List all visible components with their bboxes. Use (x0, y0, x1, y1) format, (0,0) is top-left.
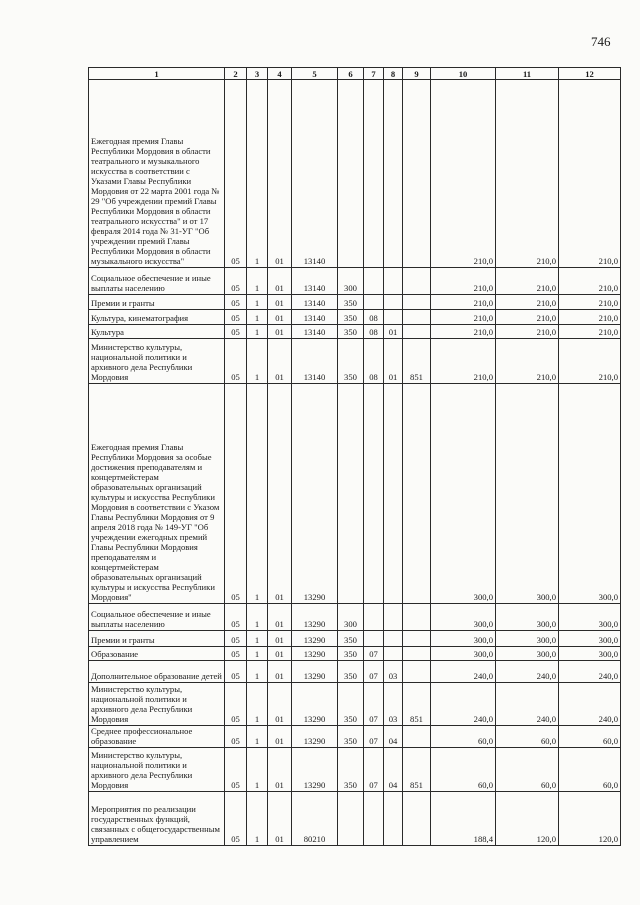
cell-code-4: 01 (268, 339, 292, 384)
cell-code-8: 03 (384, 683, 403, 726)
column-header: 1 (89, 68, 225, 80)
cell-amount-11: 210,0 (496, 268, 559, 295)
cell-code-6 (338, 384, 364, 604)
cell-code-8 (384, 384, 403, 604)
cell-code-9 (403, 647, 431, 661)
cell-amount-12: 210,0 (559, 80, 621, 268)
cell-amount-10: 60,0 (431, 726, 496, 748)
cell-code-5: 80210 (292, 792, 338, 846)
column-header: 8 (384, 68, 403, 80)
cell-code-2: 05 (225, 631, 247, 647)
column-header: 4 (268, 68, 292, 80)
row-name: Социальное обеспечение и иные выплаты населению (89, 268, 225, 295)
cell-code-3: 1 (247, 604, 268, 631)
cell-code-2: 05 (225, 384, 247, 604)
cell-code-3: 1 (247, 310, 268, 325)
cell-code-2: 05 (225, 268, 247, 295)
cell-amount-10: 188,4 (431, 792, 496, 846)
cell-code-3: 1 (247, 631, 268, 647)
column-header: 12 (559, 68, 621, 80)
cell-amount-10: 240,0 (431, 661, 496, 683)
row-name: Премии и гранты (89, 295, 225, 310)
table-row (89, 310, 621, 325)
cell-code-5: 13290 (292, 647, 338, 661)
cell-code-9 (403, 631, 431, 647)
row-name: Среднее профессиональное образование (89, 726, 225, 748)
cell-amount-10: 210,0 (431, 268, 496, 295)
cell-code-7 (364, 604, 384, 631)
cell-amount-10: 300,0 (431, 631, 496, 647)
cell-code-3: 1 (247, 325, 268, 339)
cell-code-6 (338, 80, 364, 268)
cell-code-5: 13290 (292, 604, 338, 631)
column-header: 2 (225, 68, 247, 80)
cell-code-8: 04 (384, 748, 403, 792)
cell-code-4: 01 (268, 748, 292, 792)
cell-code-6: 350 (338, 647, 364, 661)
cell-code-3: 1 (247, 647, 268, 661)
cell-amount-12: 210,0 (559, 325, 621, 339)
row-name: Ежегодная премия Главы Республики Мордовия в области театрального и музыкального искусства в соответствии с Указами Главы Республики Мордовия от 22 марта 2001 года № 29 "Об учреждении премий Главы Республики Мордовия в области театрального искусства" и от 17 февраля 2014 года № 31-УГ "Об учреждении премий Главы Республики Мордовия в области музыкального искусства" (89, 80, 225, 268)
cell-code-6 (338, 792, 364, 846)
cell-code-7: 08 (364, 339, 384, 384)
cell-code-9 (403, 80, 431, 268)
cell-code-2: 05 (225, 792, 247, 846)
cell-amount-11: 210,0 (496, 339, 559, 384)
cell-code-6: 300 (338, 268, 364, 295)
cell-code-8 (384, 792, 403, 846)
cell-code-8: 03 (384, 661, 403, 683)
row-name: Образование (89, 647, 225, 661)
cell-code-8 (384, 647, 403, 661)
cell-code-8 (384, 295, 403, 310)
table-row (89, 661, 621, 683)
cell-code-3: 1 (247, 339, 268, 384)
row-name: Премии и гранты (89, 631, 225, 647)
cell-code-3: 1 (247, 268, 268, 295)
column-header: 7 (364, 68, 384, 80)
cell-code-9 (403, 792, 431, 846)
cell-code-2: 05 (225, 726, 247, 748)
cell-code-2: 05 (225, 339, 247, 384)
cell-amount-10: 210,0 (431, 295, 496, 310)
cell-amount-11: 300,0 (496, 631, 559, 647)
cell-code-7: 07 (364, 748, 384, 792)
table-row (89, 792, 621, 846)
cell-code-4: 01 (268, 647, 292, 661)
cell-code-9 (403, 726, 431, 748)
cell-code-4: 01 (268, 295, 292, 310)
cell-amount-11: 300,0 (496, 604, 559, 631)
cell-amount-11: 300,0 (496, 647, 559, 661)
cell-amount-11: 240,0 (496, 683, 559, 726)
cell-amount-11: 210,0 (496, 295, 559, 310)
cell-code-4: 01 (268, 631, 292, 647)
cell-code-4: 01 (268, 384, 292, 604)
table-row (89, 339, 621, 384)
cell-code-2: 05 (225, 661, 247, 683)
cell-amount-10: 210,0 (431, 80, 496, 268)
cell-code-6: 350 (338, 661, 364, 683)
cell-code-3: 1 (247, 748, 268, 792)
cell-code-2: 05 (225, 748, 247, 792)
table-row (89, 647, 621, 661)
table-row (89, 748, 621, 792)
cell-code-2: 05 (225, 683, 247, 726)
row-name: Министерство культуры, национальной политики и архивного дела Республики Мордовия (89, 683, 225, 726)
cell-code-6: 350 (338, 310, 364, 325)
row-name: Мероприятия по реализации государственных функций, связанных с общегосударственным управлением (89, 792, 225, 846)
cell-amount-12: 120,0 (559, 792, 621, 846)
column-header: 5 (292, 68, 338, 80)
cell-code-3: 1 (247, 661, 268, 683)
column-header: 3 (247, 68, 268, 80)
cell-code-9: 851 (403, 339, 431, 384)
cell-amount-11: 60,0 (496, 748, 559, 792)
cell-code-8: 04 (384, 726, 403, 748)
cell-code-7: 07 (364, 647, 384, 661)
cell-amount-12: 300,0 (559, 647, 621, 661)
cell-amount-10: 240,0 (431, 683, 496, 726)
cell-code-5: 13290 (292, 631, 338, 647)
cell-code-9: 851 (403, 683, 431, 726)
cell-code-4: 01 (268, 268, 292, 295)
cell-code-8: 01 (384, 325, 403, 339)
table-row (89, 80, 621, 268)
cell-amount-10: 300,0 (431, 604, 496, 631)
cell-code-6: 350 (338, 683, 364, 726)
column-header: 10 (431, 68, 496, 80)
cell-code-4: 01 (268, 604, 292, 631)
cell-code-8 (384, 604, 403, 631)
cell-code-4: 01 (268, 310, 292, 325)
cell-amount-12: 300,0 (559, 604, 621, 631)
row-name: Культура (89, 325, 225, 339)
cell-code-6: 350 (338, 325, 364, 339)
cell-amount-12: 210,0 (559, 295, 621, 310)
cell-code-5: 13290 (292, 683, 338, 726)
cell-code-4: 01 (268, 80, 292, 268)
cell-amount-11: 120,0 (496, 792, 559, 846)
table-row (89, 295, 621, 310)
cell-amount-11: 210,0 (496, 325, 559, 339)
cell-amount-12: 210,0 (559, 268, 621, 295)
cell-code-8 (384, 268, 403, 295)
cell-code-5: 13140 (292, 295, 338, 310)
cell-code-2: 05 (225, 310, 247, 325)
cell-code-6: 350 (338, 631, 364, 647)
cell-code-2: 05 (225, 325, 247, 339)
cell-code-4: 01 (268, 726, 292, 748)
cell-code-9 (403, 661, 431, 683)
row-name: Социальное обеспечение и иные выплаты населению (89, 604, 225, 631)
row-name: Министерство культуры, национальной политики и архивного дела Республики Мордовия (89, 748, 225, 792)
cell-amount-11: 60,0 (496, 726, 559, 748)
table-row (89, 631, 621, 647)
cell-code-5: 13140 (292, 339, 338, 384)
cell-code-7 (364, 384, 384, 604)
table-row (89, 604, 621, 631)
cell-amount-12: 60,0 (559, 726, 621, 748)
cell-code-6: 350 (338, 726, 364, 748)
cell-code-5: 13290 (292, 661, 338, 683)
cell-code-7 (364, 631, 384, 647)
cell-amount-10: 300,0 (431, 647, 496, 661)
cell-code-3: 1 (247, 726, 268, 748)
cell-code-5: 13140 (292, 80, 338, 268)
row-name: Дополнительное образование детей (89, 661, 225, 683)
cell-code-9 (403, 268, 431, 295)
cell-code-3: 1 (247, 295, 268, 310)
column-header: 11 (496, 68, 559, 80)
cell-code-2: 05 (225, 647, 247, 661)
cell-code-7: 07 (364, 683, 384, 726)
cell-code-2: 05 (225, 295, 247, 310)
table-row (89, 325, 621, 339)
cell-amount-11: 210,0 (496, 310, 559, 325)
cell-code-9 (403, 325, 431, 339)
cell-amount-11: 210,0 (496, 80, 559, 268)
cell-code-8: 01 (384, 339, 403, 384)
table-row (89, 268, 621, 295)
cell-code-5: 13140 (292, 310, 338, 325)
cell-code-6: 350 (338, 295, 364, 310)
cell-amount-12: 240,0 (559, 683, 621, 726)
cell-amount-10: 210,0 (431, 339, 496, 384)
cell-code-7 (364, 295, 384, 310)
cell-code-3: 1 (247, 384, 268, 604)
table-row (89, 726, 621, 748)
cell-code-9 (403, 295, 431, 310)
column-header: 9 (403, 68, 431, 80)
row-name: Ежегодная премия Главы Республики Мордовия за особые достижения преподавателям и концертмейстерам образовательных организаций культуры и искусства Республики Мордовия в соответствии с Указом Главы Республики Мордовия от 9 апреля 2018 года № 149-УГ "Об учреждении ежегодных премий Главы Республики Мордовия преподавателям и концертмейстерам образовательных организаций культуры и искусства Республики Мордовия" (89, 384, 225, 604)
row-name: Культура, кинематография (89, 310, 225, 325)
cell-code-5: 13140 (292, 268, 338, 295)
row-name: Министерство культуры, национальной политики и архивного дела Республики Мордовия (89, 339, 225, 384)
cell-code-4: 01 (268, 792, 292, 846)
cell-code-7: 07 (364, 661, 384, 683)
cell-code-6: 350 (338, 339, 364, 384)
table-row (89, 683, 621, 726)
cell-code-9: 851 (403, 748, 431, 792)
cell-code-2: 05 (225, 80, 247, 268)
cell-amount-12: 210,0 (559, 339, 621, 384)
cell-code-9 (403, 604, 431, 631)
cell-code-7: 08 (364, 310, 384, 325)
cell-code-7 (364, 268, 384, 295)
cell-code-7 (364, 80, 384, 268)
cell-amount-11: 300,0 (496, 384, 559, 604)
cell-code-2: 05 (225, 604, 247, 631)
cell-code-4: 01 (268, 661, 292, 683)
cell-code-4: 01 (268, 325, 292, 339)
cell-amount-11: 240,0 (496, 661, 559, 683)
cell-code-7: 08 (364, 325, 384, 339)
budget-table (88, 67, 621, 846)
cell-code-6: 350 (338, 748, 364, 792)
cell-code-7 (364, 792, 384, 846)
column-header: 6 (338, 68, 364, 80)
cell-code-8 (384, 631, 403, 647)
cell-code-9 (403, 310, 431, 325)
cell-amount-12: 300,0 (559, 631, 621, 647)
cell-code-6: 300 (338, 604, 364, 631)
cell-code-3: 1 (247, 792, 268, 846)
cell-amount-12: 210,0 (559, 310, 621, 325)
cell-amount-10: 300,0 (431, 384, 496, 604)
cell-code-8 (384, 310, 403, 325)
cell-code-9 (403, 384, 431, 604)
header-row (89, 68, 621, 80)
cell-amount-10: 210,0 (431, 310, 496, 325)
cell-code-8 (384, 80, 403, 268)
cell-code-3: 1 (247, 683, 268, 726)
cell-code-5: 13140 (292, 325, 338, 339)
cell-amount-10: 60,0 (431, 748, 496, 792)
cell-amount-12: 240,0 (559, 661, 621, 683)
page-number: 746 (591, 34, 611, 49)
cell-amount-12: 60,0 (559, 748, 621, 792)
cell-code-5: 13290 (292, 748, 338, 792)
cell-code-5: 13290 (292, 726, 338, 748)
cell-code-4: 01 (268, 683, 292, 726)
cell-amount-12: 300,0 (559, 384, 621, 604)
cell-amount-10: 210,0 (431, 325, 496, 339)
cell-code-7: 07 (364, 726, 384, 748)
table-row (89, 384, 621, 604)
cell-code-5: 13290 (292, 384, 338, 604)
cell-code-3: 1 (247, 80, 268, 268)
